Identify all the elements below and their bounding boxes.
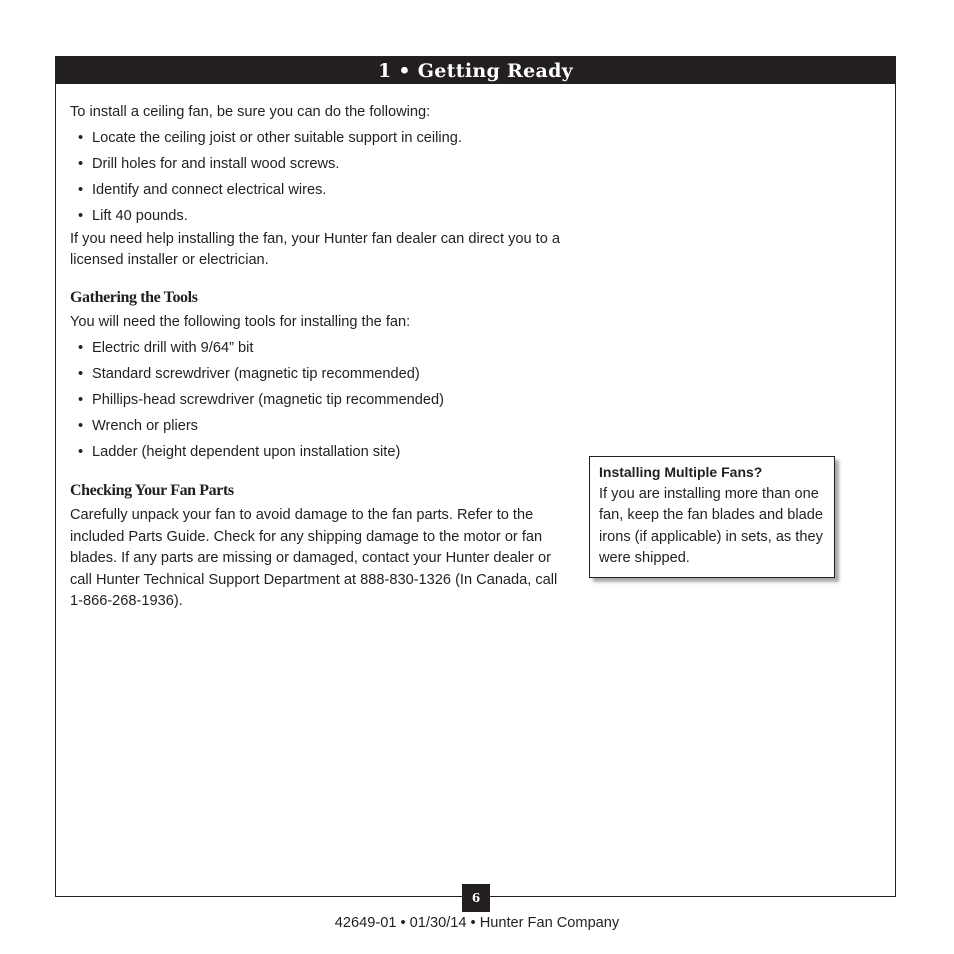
list-item: • Standard screwdriver (magnetic tip recommended) [78, 365, 420, 382]
list-item: • Electric drill with 9/64” bit [78, 339, 254, 356]
note-title: Installing Multiple Fans? [599, 464, 763, 480]
page-number: 6 [462, 884, 490, 912]
footer-text: 42649-01 • 01/30/14 • Hunter Fan Company [334, 915, 620, 931]
tools-lead: You will need the following tools for installing the fan: [70, 314, 411, 330]
parts-heading: Checking Your Fan Parts [70, 481, 234, 499]
parts-body: Carefully unpack your fan to avoid damage to the fan parts. Refer to the included Parts Guide. Check for any shipping damage to the motor or fan blades. If any parts are missing or damaged, contact your Hunter dealer or call Hunter Technical Support Department at 888-830-1326 (In Canada, call 1-866-268-1936). [70, 507, 558, 609]
list-item: • Lift 40 pounds. [78, 207, 188, 224]
multiple-fans-note [589, 456, 835, 578]
list-item: • Drill holes for and install wood screws. [78, 155, 340, 172]
section-header-bar [56, 57, 895, 84]
list-item: • Ladder (height dependent upon installation site) [78, 443, 401, 460]
note-body: If you are installing more than one fan, keep the fan blades and blade irons (if applicable) in sets, as they were shipped. [599, 485, 823, 566]
intro-list [70, 125, 566, 229]
list-item: • Phillips-head screwdriver (magnetic tip recommended) [78, 391, 445, 408]
intro-lead: To install a ceiling fan, be sure you can do the following: [70, 104, 431, 120]
list-item: • Wrench or pliers [78, 417, 198, 434]
tools-list [70, 335, 566, 465]
list-item: • Locate the ceiling joist or other suitable support in ceiling. [78, 129, 462, 146]
main-column [70, 102, 566, 613]
page-frame [55, 56, 896, 897]
tools-heading: Gathering the Tools [70, 288, 198, 306]
intro-closing: If you need help installing the fan, your Hunter fan dealer can direct you to a licensed installer or electrician. [70, 230, 561, 268]
section-title: 1 • Getting Ready [377, 59, 573, 82]
list-item: • Identify and connect electrical wires. [78, 181, 327, 198]
